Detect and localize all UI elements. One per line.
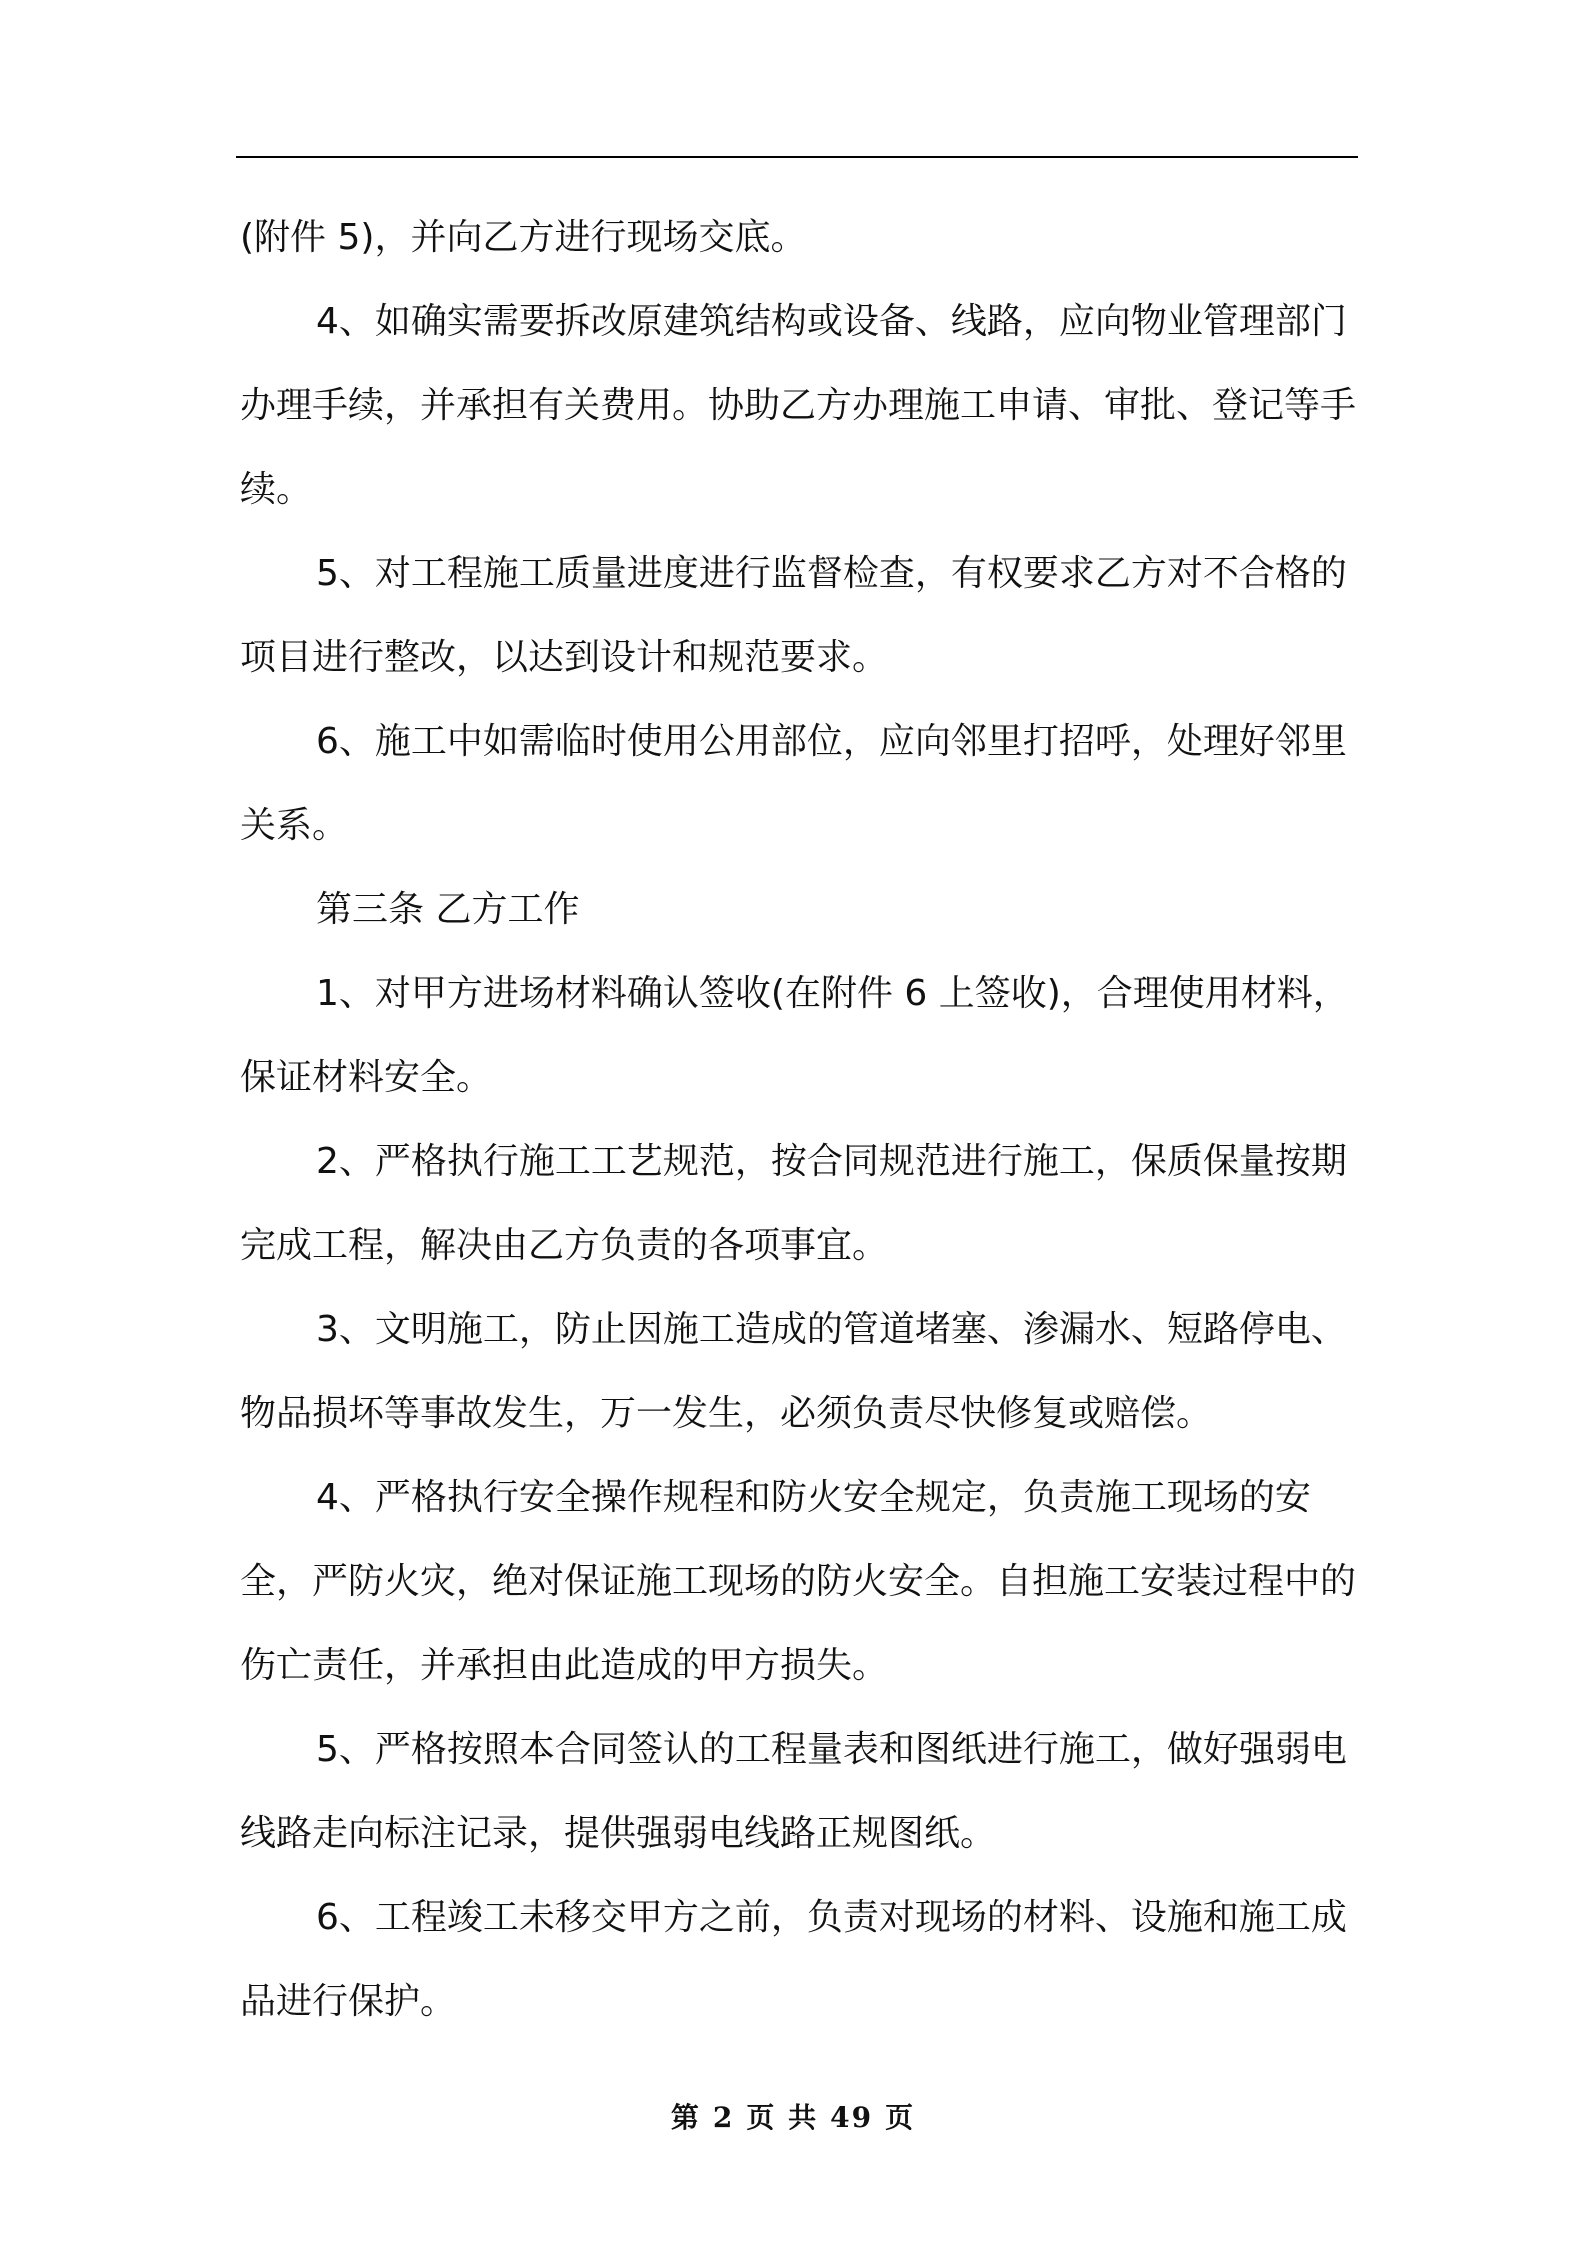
footer-middle: 页 共 (746, 2101, 819, 2134)
paragraph: 2、严格执行施工工艺规范，按合同规范进行施工，保质保量按期完成工程，解决由乙方负责的各项事宜。 (240, 1141, 1347, 1266)
page-number-footer (0, 2096, 1586, 2136)
paragraph: 4、严格执行安全操作规程和防火安全规定，负责施工现场的安全，严防火灾，绝对保证施工现场的防火安全。自担施工安装过程中的伤亡责任，并承担由此造成的甲方损失。 (240, 1477, 1357, 1686)
total-page-count: 49 (830, 2101, 874, 2134)
current-page-number: 2 (712, 2101, 735, 2134)
paragraph: (附件 5)，并向乙方进行现场交底。 (240, 217, 807, 258)
paragraph: 5、严格按照本合同签认的工程量表和图纸进行施工，做好强弱电线路走向标注记录，提供强弱电线路正规图纸。 (240, 1729, 1347, 1854)
header-rule (236, 156, 1358, 158)
paragraph: 1、对甲方进场材料确认签收(在附件 6 上签收)，合理使用材料，保证材料安全。 (240, 973, 1349, 1098)
paragraph: 6、工程竣工未移交甲方之前，负责对现场的材料、设施和施工成品进行保护。 (240, 1897, 1347, 2022)
footer-suffix: 页 (885, 2101, 916, 2134)
paragraph: 6、施工中如需临时使用公用部位，应向邻里打招呼，处理好邻里关系。 (240, 721, 1347, 846)
footer-prefix: 第 (670, 2101, 701, 2134)
section-heading: 第三条 乙方工作 (316, 889, 580, 930)
paragraph: 5、对工程施工质量进度进行监督检查，有权要求乙方对不合格的项目进行整改，以达到设计和规范要求。 (240, 553, 1347, 678)
paragraph: 4、如确实需要拆改原建筑结构或设备、线路，应向物业管理部门办理手续，并承担有关费用。协助乙方办理施工申请、审批、登记等手续。 (240, 301, 1357, 510)
paragraph: 3、文明施工，防止因施工造成的管道堵塞、渗漏水、短路停电、物品损坏等事故发生，万一发生，必须负责尽快修复或赔偿。 (240, 1309, 1347, 1434)
document-body (240, 196, 1360, 2044)
